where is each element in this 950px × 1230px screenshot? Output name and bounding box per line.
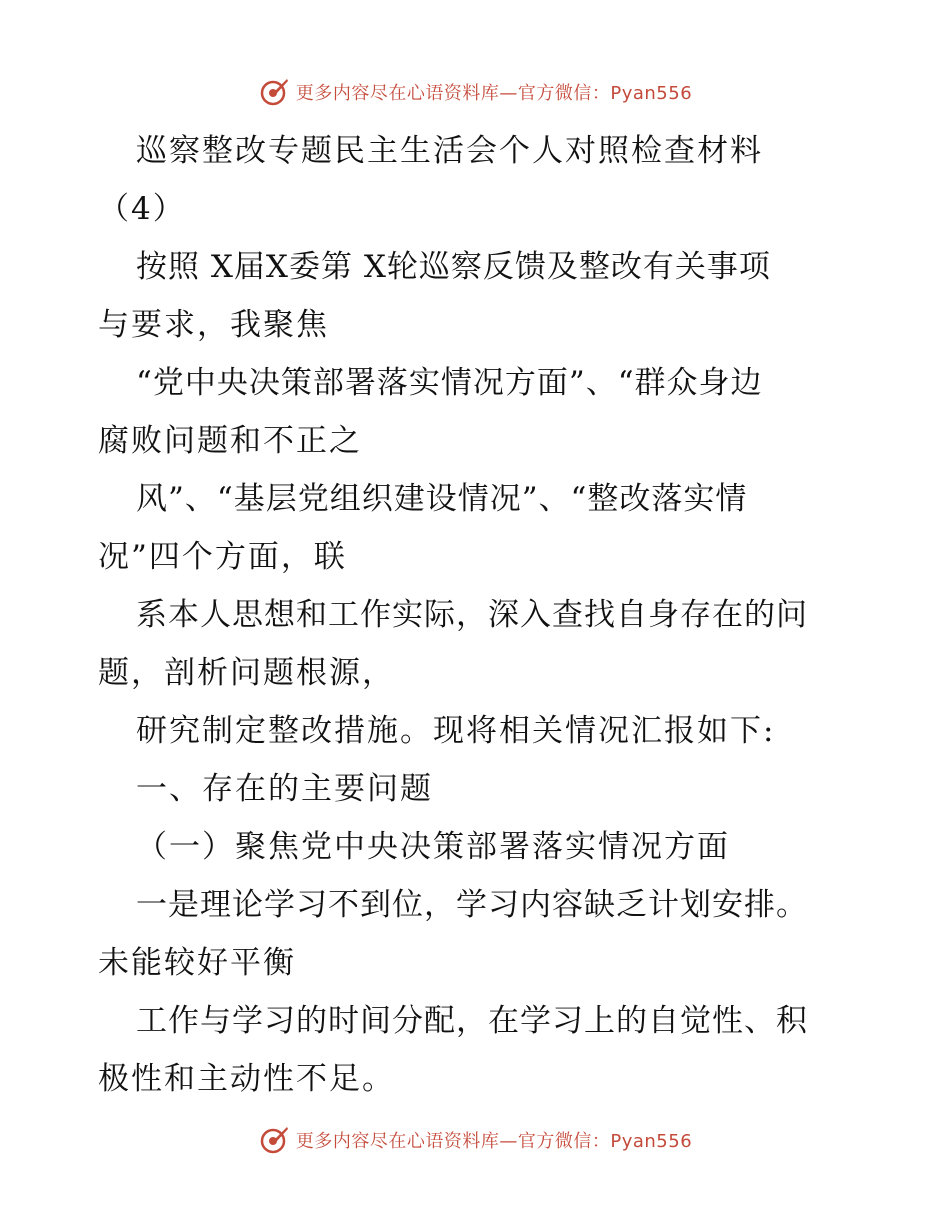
document-title-number: （4） [98,191,186,227]
section-heading: 一、存在的主要问题 [136,771,433,807]
paragraph-line: 极性和主动性不足。 [98,1061,395,1097]
paragraph-line: 未能较好平衡 [98,945,296,981]
watermark-text: 更多内容尽在心语资料库—官方微信：Pyan556 [295,83,693,104]
subsection-heading: （一）聚焦党中央决策部署落实情况方面 [136,829,730,865]
paragraph-line: 系本人思想和工作实际，深入查找自身存在的问 [136,597,808,633]
paragraph-line: 工作与学习的时间分配，在学习上的自觉性、积 [136,1003,808,1039]
paragraph-line: 风”、“基层党组织建设情况”、“整改落实情 [136,481,748,517]
document-title: 巡察整改专题民主生活会个人对照检查材料 [136,133,763,169]
paragraph-line: 腐败问题和不正之 [98,423,362,459]
watermark-header [0,72,950,112]
watermark-text: 更多内容尽在心语资料库—官方微信：Pyan556 [295,1131,693,1152]
paragraph-line: 按照 X届X委第 X轮巡察反馈及整改有关事项 [136,249,771,285]
paragraph-line: 一是理论学习不到位，学习内容缺乏计划安排。 [136,887,808,923]
paragraph-line: 题，剖析问题根源， [98,655,395,691]
paragraph-line: 研究制定整改措施。现将相关情况汇报如下: [136,713,776,749]
watermark-logo-icon [258,1124,290,1156]
watermark-logo-icon [258,76,290,108]
paragraph-line: “党中央决策部署落实情况方面”、“群众身边 [136,365,763,401]
document-body [98,122,858,1108]
watermark-footer [0,1120,950,1160]
paragraph-line: 与要求，我聚焦 [98,307,329,343]
paragraph-line: 况”四个方面，联 [98,539,347,575]
